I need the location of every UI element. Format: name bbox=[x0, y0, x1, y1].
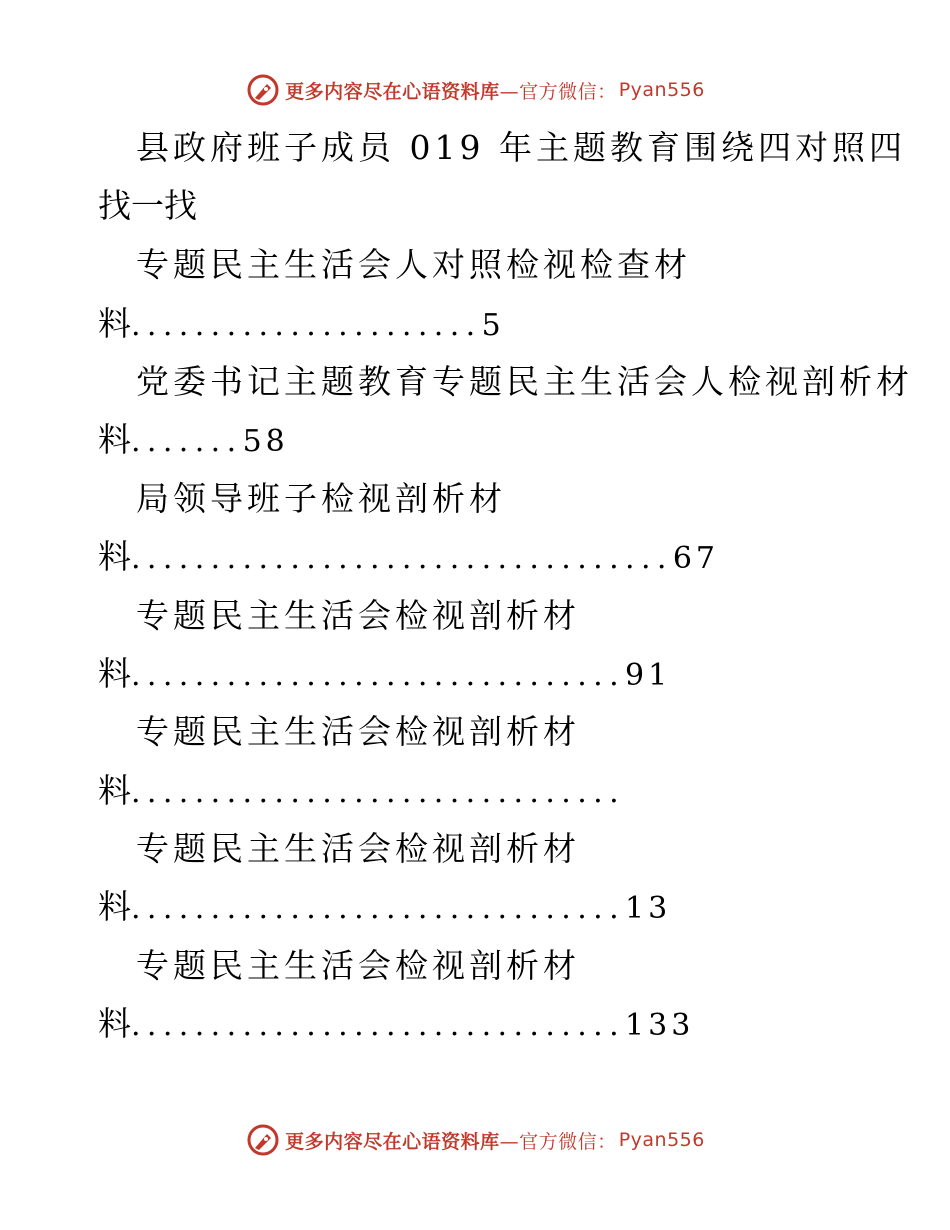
footer-wechat-label: —官方微信： bbox=[499, 1130, 617, 1153]
toc-entry-page-line: 料......................5 bbox=[98, 304, 505, 343]
toc-page-number: 133 bbox=[625, 1008, 695, 1043]
toc-entry-title: 局领导班子检视剖析材 bbox=[136, 479, 506, 518]
toc-page-number: 13 bbox=[625, 891, 672, 926]
footer-wechat-id: Pyan556 bbox=[618, 1129, 705, 1151]
toc-entry-title: 专题民主生活会检视剖析材 bbox=[136, 829, 580, 868]
toc-entry-title: 专题民主生活会检视剖析材 bbox=[136, 712, 580, 751]
toc-page-number: 58 bbox=[242, 424, 289, 459]
header-wechat-id: Pyan556 bbox=[618, 79, 705, 101]
header-wechat-label: —官方微信： bbox=[499, 80, 617, 103]
toc-entry-page-line: 料.......58 bbox=[98, 420, 289, 459]
toc-entry-page-line: 料............................... bbox=[98, 771, 626, 810]
header-site-name: 更多内容尽在心语资料库 bbox=[285, 80, 500, 103]
toc-entry-page-line: 料..................................67 bbox=[98, 537, 720, 576]
toc-entry-page-line: 料...............................133 bbox=[98, 1004, 695, 1043]
toc-entry-title: 专题民主生活会人对照检视检查材 bbox=[136, 245, 691, 284]
pen-nib-logo-icon bbox=[245, 1122, 281, 1158]
toc-page-number: 5 bbox=[481, 308, 505, 343]
toc-page-number: 91 bbox=[625, 658, 672, 693]
footer-site-name: 更多内容尽在心语资料库 bbox=[285, 1130, 500, 1153]
toc-title-line: 找一找 bbox=[98, 186, 197, 225]
toc-page-number: 67 bbox=[672, 541, 720, 576]
toc-entry-title: 专题民主生活会检视剖析材 bbox=[136, 946, 580, 985]
toc-entry-page-line: 料...............................91 bbox=[98, 654, 672, 693]
toc-entry-title: 专题民主生活会检视剖析材 bbox=[136, 596, 580, 635]
footer-banner bbox=[0, 1120, 950, 1160]
toc-title-line: 县政府班子成员 019 年主题教育围绕四对照四 bbox=[136, 128, 906, 167]
toc-entry-title: 党委书记主题教育专题民主生活会人检视剖析材 bbox=[136, 362, 913, 401]
toc-entry-page-line: 料...............................13 bbox=[98, 887, 672, 926]
